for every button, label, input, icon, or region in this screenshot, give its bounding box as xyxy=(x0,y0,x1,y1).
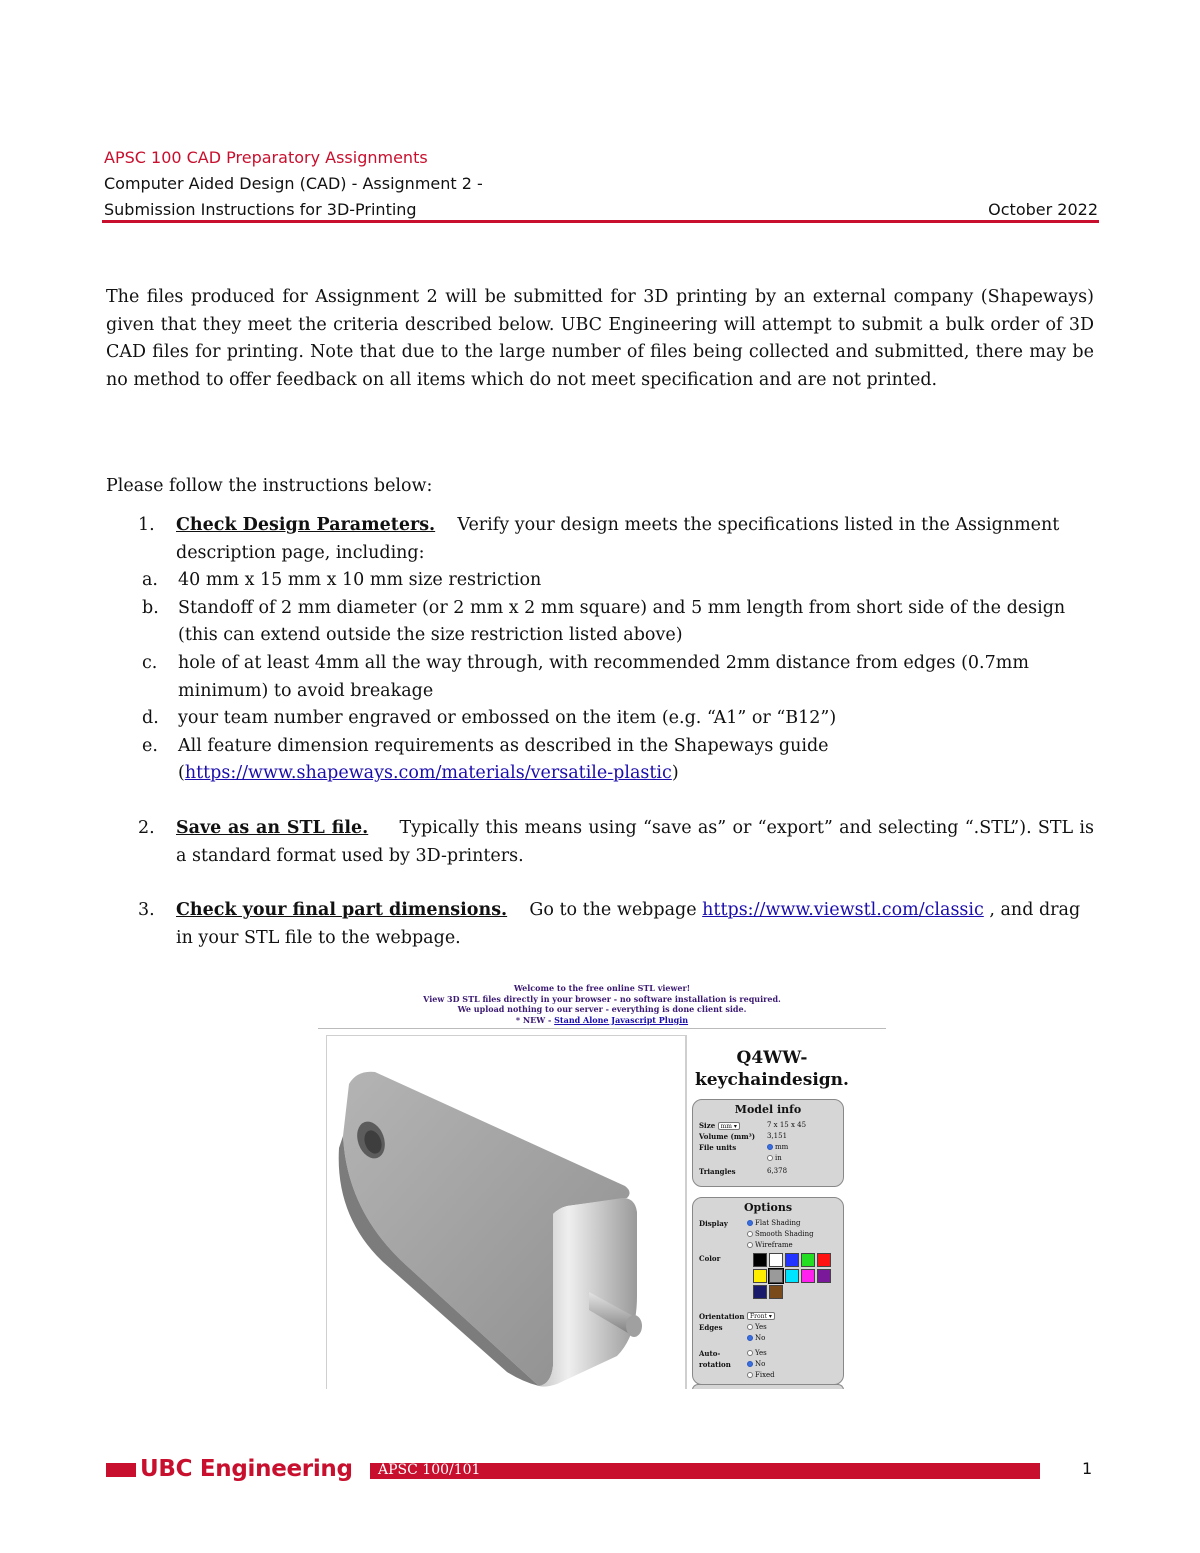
shapeways-guide-link[interactable]: https://www.shapeways.com/materials/versatile-plastic xyxy=(184,763,672,784)
instructions-lead: Please follow the instructions below: xyxy=(106,476,433,496)
sub-letter: e. xyxy=(142,735,158,756)
color-swatch-grid xyxy=(753,1253,833,1299)
radio-selected-icon xyxy=(767,1144,773,1150)
paren-open: ( xyxy=(178,763,185,784)
rotation-fixed-radio[interactable]: Fixed xyxy=(747,1370,775,1381)
rotation-no-radio[interactable]: No xyxy=(747,1359,765,1370)
color-swatch[interactable] xyxy=(785,1269,799,1283)
page-number: 1 xyxy=(1082,1459,1093,1478)
color-swatch[interactable] xyxy=(801,1269,815,1283)
header-divider xyxy=(102,220,1099,223)
new-prefix: * NEW - xyxy=(515,1014,552,1025)
document-subtitle: Submission Instructions for 3D-Printing xyxy=(104,200,417,219)
new-plugin-line xyxy=(318,1015,886,1026)
step-text-after: , and drag in your STL file to the webpage. xyxy=(176,900,1081,948)
instruction-list xyxy=(106,512,1094,952)
color-swatch[interactable] xyxy=(753,1253,767,1267)
sub-text: All feature dimension requirements as described in the Shapeways guide xyxy=(178,735,829,756)
edges-yes-radio[interactable]: Yes xyxy=(747,1322,767,1333)
rotation-yes-radio[interactable]: Yes xyxy=(747,1348,767,1359)
file-units-label: File units xyxy=(699,1143,737,1152)
radio-icon xyxy=(767,1155,773,1161)
welcome-line: View 3D STL files directly in your browser - no software installation is required. xyxy=(423,993,781,1004)
options-title: Options xyxy=(743,1201,793,1214)
orientation-label: Orientation xyxy=(699,1312,745,1321)
keychain-model-render xyxy=(327,1036,687,1389)
welcome-line: We upload nothing to our server - everything is done client side. xyxy=(457,1004,747,1014)
assignment-title: Computer Aided Design (CAD) - Assignment 2 - xyxy=(104,174,483,193)
color-swatch[interactable] xyxy=(801,1253,815,1267)
sub-text: 40 mm x 15 mm x 10 mm size restriction xyxy=(178,570,542,591)
display-label: Display xyxy=(699,1219,728,1228)
step-text: Typically this means using “save as” or “export” and selecting “.STL”). STL is a standard format used by 3D-printers. xyxy=(176,817,1094,866)
step-2 xyxy=(106,815,1094,870)
sub-letter: c. xyxy=(142,652,158,673)
radio-selected-icon xyxy=(747,1335,753,1341)
course-code: APSC 100/101 xyxy=(378,1462,481,1478)
triangles-value: 6,378 xyxy=(767,1167,788,1175)
plugin-link[interactable]: Stand Alone Javascript Plugin xyxy=(554,1014,689,1025)
sub-text: your team number engraved or embossed on the item (e.g. “A1” or “B12”) xyxy=(178,708,837,729)
next-panel-box xyxy=(692,1384,844,1389)
volume-label: Volume (mm³) xyxy=(699,1132,756,1141)
radio-selected-icon xyxy=(747,1361,753,1367)
step-number: 1. xyxy=(138,515,155,535)
sub-item-c xyxy=(106,650,1094,705)
triangles-label: Triangles xyxy=(699,1167,736,1176)
edges-label: Edges xyxy=(699,1323,723,1332)
footer-lead-bar xyxy=(106,1463,136,1477)
radio-selected-icon xyxy=(747,1220,753,1226)
unit-mm-radio[interactable]: mm xyxy=(767,1142,788,1153)
sub-text: hole of at least 4mm all the way through, with recommended 2mm distance from edges (0.7mm minimum) to avoid breakage xyxy=(178,652,1029,701)
sub-item-b xyxy=(106,595,1094,650)
welcome-line: Welcome to the free online STL viewer! xyxy=(513,983,691,993)
paren-close: ) xyxy=(671,763,679,784)
size-unit-select[interactable]: mm ▾ xyxy=(718,1122,740,1130)
file-name-line: Q4WW- xyxy=(736,1048,808,1068)
page-footer xyxy=(106,1455,1100,1485)
ubc-engineering-logo: UBC Engineering xyxy=(140,1456,353,1482)
file-name xyxy=(687,1047,857,1091)
color-swatch[interactable] xyxy=(785,1253,799,1267)
model-info-title: Model info xyxy=(734,1103,802,1116)
course-title: APSC 100 CAD Preparatory Assignments xyxy=(104,148,428,167)
auto-rotation-label: Auto- xyxy=(699,1349,721,1358)
auto-rotation-label: rotation xyxy=(699,1360,731,1369)
step-text: Verify your design meets the specifications listed in the Assignment description page, including: xyxy=(176,515,1060,563)
orientation-select[interactable]: Front ▾ xyxy=(747,1312,775,1320)
radio-icon xyxy=(747,1372,753,1378)
step-title: Check Design Parameters. xyxy=(176,515,436,535)
welcome-banner xyxy=(318,983,886,1025)
sub-letter: d. xyxy=(142,708,159,729)
intro-paragraph: The files produced for Assignment 2 will be submitted for 3D printing by an external company (Shapeways) given that they meet the criteria described below. UBC Engineering will attempt to submit a bulk order of 3D CAD files for printing. Note that due to the large number of files being collected and submitted, there may be no method to offer feedback on all items which do not meet specification and are not printed. xyxy=(106,287,1094,390)
document-date: October 2022 xyxy=(988,200,1098,219)
step-3 xyxy=(106,897,1094,952)
color-swatch[interactable] xyxy=(769,1253,783,1267)
model-viewport[interactable] xyxy=(326,1035,686,1389)
radio-icon xyxy=(747,1242,753,1248)
sub-item-d xyxy=(106,705,1094,733)
step-text: Go to the webpage xyxy=(529,900,697,921)
smooth-shading-radio[interactable]: Smooth Shading xyxy=(747,1229,814,1240)
color-swatch[interactable] xyxy=(817,1253,831,1267)
color-label: Color xyxy=(699,1254,721,1263)
step-title: Check your final part dimensions. xyxy=(176,900,508,921)
viewer-divider xyxy=(318,1028,886,1029)
sub-item-a xyxy=(106,567,1094,595)
step-title: Save as an STL file. xyxy=(176,817,369,838)
page-header xyxy=(104,145,1098,223)
radio-icon xyxy=(747,1231,753,1237)
unit-in-radio[interactable]: in xyxy=(767,1153,782,1164)
color-swatch[interactable] xyxy=(817,1269,831,1283)
file-name-line: keychaindesign. xyxy=(695,1070,849,1090)
color-swatch[interactable] xyxy=(769,1285,783,1299)
model-info-box xyxy=(692,1099,844,1187)
color-swatch[interactable] xyxy=(769,1269,783,1283)
options-box xyxy=(692,1197,844,1385)
viewer-side-panel xyxy=(686,1035,886,1389)
flat-shading-radio[interactable]: Flat Shading xyxy=(747,1218,801,1229)
wireframe-radio[interactable]: Wireframe xyxy=(747,1240,793,1251)
radio-icon xyxy=(747,1324,753,1330)
color-swatch[interactable] xyxy=(753,1285,767,1299)
radio-icon xyxy=(747,1350,753,1356)
stl-viewer-screenshot xyxy=(318,983,886,1389)
sub-text: Standoff of 2 mm diameter (or 2 mm x 2 mm square) and 5 mm length from short side of the design (this can extend outside the size restriction listed above) xyxy=(178,597,1066,646)
step-1 xyxy=(106,512,1094,567)
step-number: 3. xyxy=(138,900,155,921)
size-label: Size xyxy=(699,1121,716,1130)
edges-no-radio[interactable]: No xyxy=(747,1333,765,1344)
sub-letter: a. xyxy=(142,570,158,591)
sub-letter: b. xyxy=(142,597,159,618)
size-value: 7 x 15 x 45 xyxy=(767,1121,807,1129)
step-number: 2. xyxy=(138,817,155,838)
sub-item-e xyxy=(106,733,1094,788)
volume-value: 3,151 xyxy=(767,1132,788,1140)
color-swatch[interactable] xyxy=(753,1269,767,1283)
viewstl-link[interactable]: https://www.viewstl.com/classic xyxy=(702,900,984,921)
